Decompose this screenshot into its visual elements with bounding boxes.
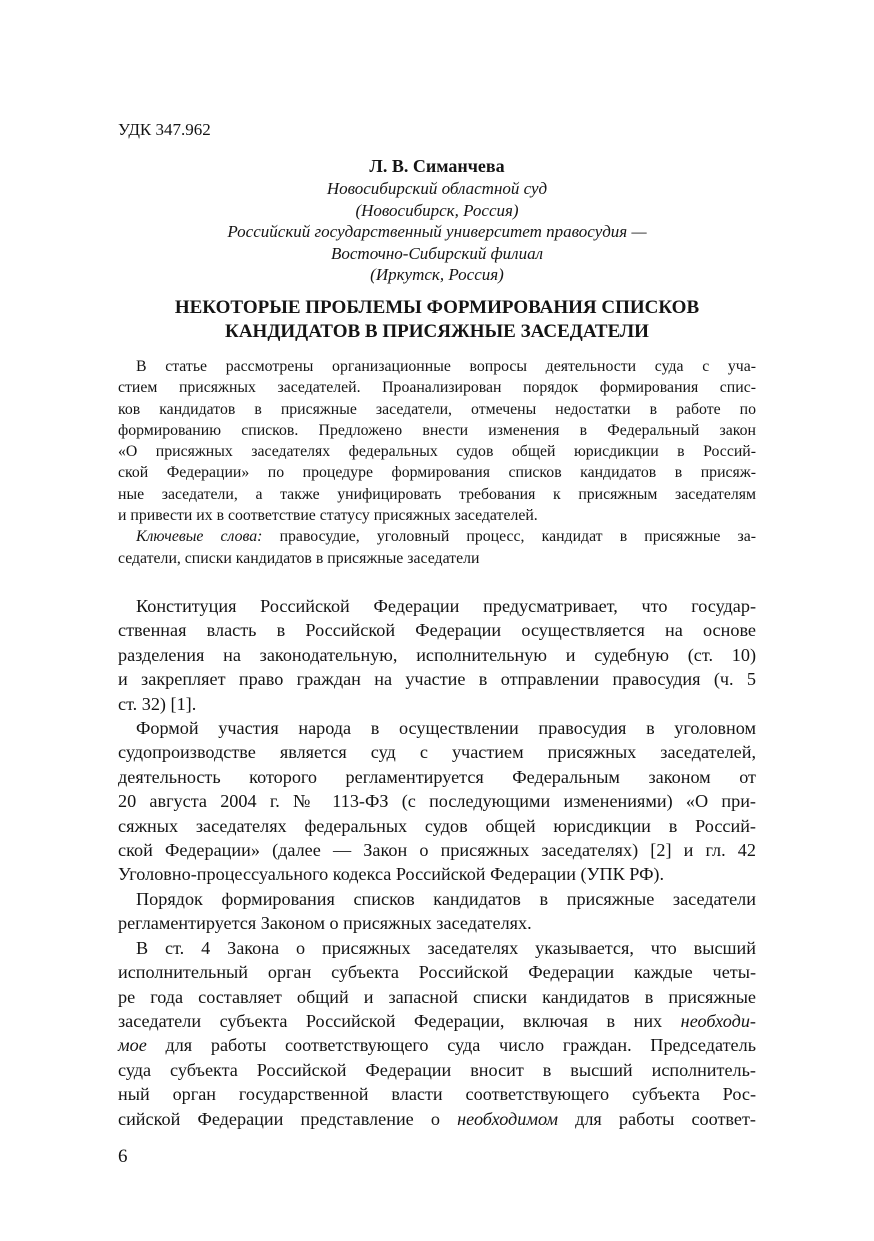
paragraph [118, 887, 756, 936]
abstract-line: формированию списков. Предложено внести изменения в Федеральный закон [118, 421, 756, 439]
body-line [118, 1107, 756, 1131]
body-line: и закрепляет право граждан на участие в отправлении правосудия (ч. 5 [118, 669, 756, 690]
keywords-line: седатели, списки кандидатов в присяжные заседатели [118, 549, 480, 567]
body-line: сяжных заседателях федеральных судов общей юрисдикции в Россий- [118, 815, 756, 836]
article-title [118, 296, 756, 344]
body-line: регламентируется Законом о присяжных заседателях. [118, 913, 532, 934]
body-text: для работы соответ- [557, 1108, 756, 1129]
abstract-line: ской Федерации» по процедуре формирования списков кандидатов в присяж- [118, 464, 756, 482]
emphasis-text: необходи- [680, 1010, 756, 1031]
abstract-line: стием присяжных заседателей. Проанализирован порядок формирования спис- [118, 379, 756, 397]
title-line: НЕКОТОРЫЕ ПРОБЛЕМЫ ФОРМИРОВАНИЯ СПИСКОВ [174, 297, 700, 318]
keywords-line [118, 526, 756, 547]
keywords-label: Ключевые слова: [136, 528, 263, 546]
abstract-line: ные заседатели, а также унифицировать требования к присяжным заседателям [118, 485, 756, 503]
emphasis-text: мое [118, 1035, 147, 1056]
body-line: Конституция Российской Федерации предусматривает, что государ- [136, 596, 756, 616]
page-number: 6 [118, 1146, 128, 1167]
body-line: разделения на законодательную, исполнительную и судебную (ст. 10) [118, 644, 756, 665]
body-line: В ст. 4 Закона о присяжных заседателях указывается, что высший [136, 937, 756, 958]
body-line: ре года составляет общий и запасной списки кандидатов в присяжные [118, 986, 756, 1007]
affiliation-line: Российский государственный университет правосудия — [227, 222, 647, 241]
author-name: Л. В. Симанчева [369, 156, 505, 176]
keywords-text: правосудие, уголовный процесс, кандидат в присяжные за- [262, 528, 756, 546]
body-text: заседатели субъекта Российской Федерации, включая в них [118, 1010, 681, 1031]
body-line: ный орган государственной власти соответствующего субъекта Рос- [118, 1084, 756, 1105]
title-line: КАНДИДАТОВ В ПРИСЯЖНЫЕ ЗАСЕДАТЕЛИ [225, 321, 649, 342]
body-line: суда субъекта Российской Федерации вносит в высший исполнитель- [118, 1059, 756, 1080]
body-line: ской Федерации» (далее — Закон о присяжных заседателях) [2] и гл. 42 [118, 840, 756, 861]
abstract-line: В статье рассмотрены организационные вопросы деятельности суда с уча- [136, 358, 756, 375]
affiliation-line: (Новосибирск, Россия) [355, 200, 519, 220]
emphasis-text: необходимом [457, 1108, 558, 1129]
body-line: Формой участия народа в осуществлении правосудия в уголовном [136, 718, 756, 739]
udc-code: УДК 347.962 [118, 120, 211, 139]
body-text: сийской Федерации представление о [118, 1108, 458, 1129]
abstract-line: ков кандидатов в присяжные заседатели, отмечены недостатки в работе по [118, 400, 756, 418]
body-line: ственная власть в Российской Федерации осуществляется на основе [118, 620, 756, 641]
author-block [118, 154, 756, 286]
affiliation-line: Восточно-Сибирский филиал [330, 243, 543, 263]
body-text: для работы соответствующего суда число граждан. Председатель [146, 1035, 756, 1056]
body-line: Порядок формирования списков кандидатов в присяжные заседатели [136, 888, 756, 909]
article-body [118, 594, 756, 1131]
abstract-line: и привести их в соответствие статусу присяжных заседателей. [118, 507, 538, 525]
body-line [118, 1033, 756, 1057]
body-line: судопроизводстве является суд с участием присяжных заседателей, [118, 742, 756, 763]
affiliation-line: (Иркутск, Россия) [370, 265, 504, 284]
body-line [118, 1009, 756, 1033]
body-line: исполнительный орган субъекта Российской Федерации каждые четы- [118, 962, 756, 983]
body-line: деятельность которого регламентируется Федеральным законом от [118, 766, 756, 787]
abstract [118, 356, 756, 569]
affiliation-line: Новосибирский областной суд [326, 179, 548, 198]
paragraph [118, 716, 756, 887]
abstract-line: «О присяжных заседателях федеральных судов общей юрисдикции в Россий- [118, 443, 756, 461]
body-line: Уголовно-процессуального кодекса Российской Федерации (УПК РФ). [118, 864, 665, 885]
paragraph [118, 936, 756, 1131]
body-line: 20 августа 2004 г. № 113-ФЗ (с последующими изменениями) «О при- [118, 791, 756, 812]
body-line: ст. 32) [1]. [118, 693, 197, 714]
paragraph [118, 594, 756, 716]
